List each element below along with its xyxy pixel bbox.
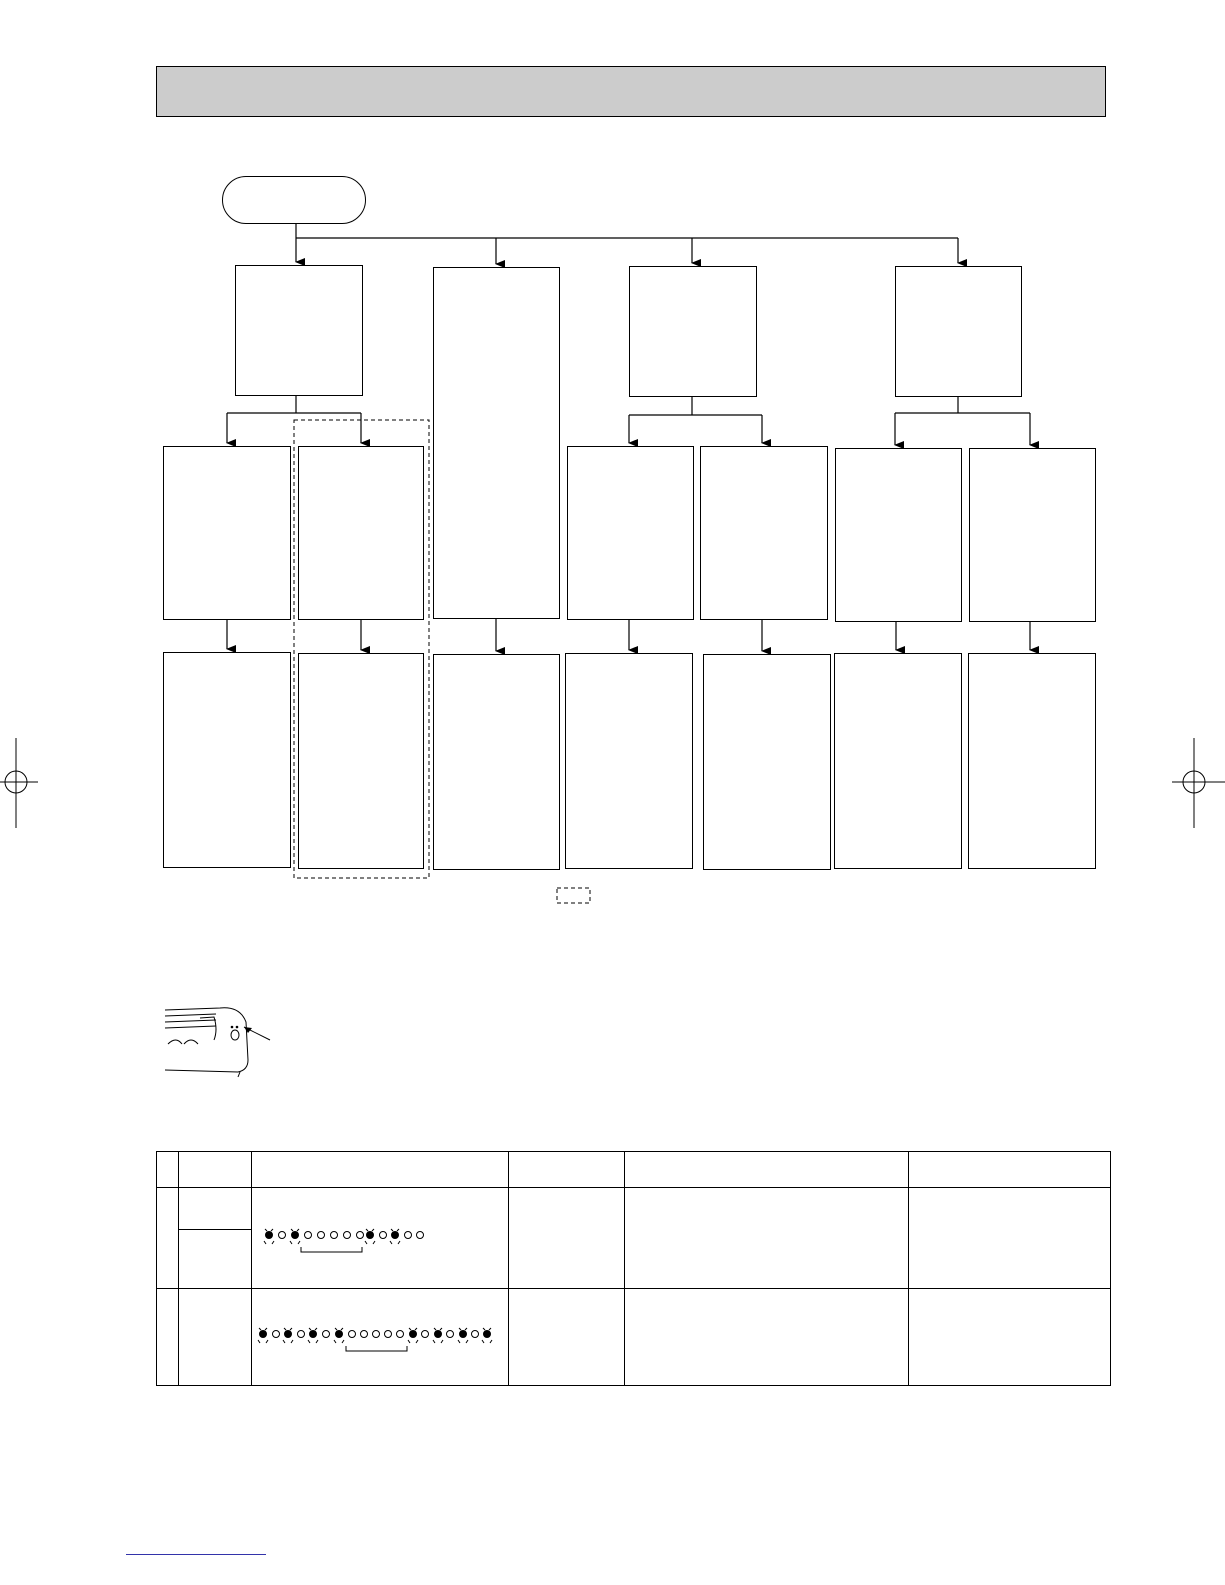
blink-off-dot xyxy=(385,1331,392,1338)
blink-on-dot xyxy=(292,1232,299,1239)
blink-on-dot xyxy=(336,1331,343,1338)
blink-off-dot xyxy=(298,1331,305,1338)
table-row xyxy=(157,1188,1111,1230)
table-header-cell xyxy=(625,1152,909,1188)
blink-on-dot xyxy=(310,1331,317,1338)
blink-off-dot xyxy=(318,1232,325,1239)
blink-on-dot xyxy=(266,1232,273,1239)
table-header-row xyxy=(157,1152,1111,1188)
row-cell xyxy=(625,1188,909,1289)
blink-off-dot xyxy=(344,1232,351,1239)
row-sub-cell xyxy=(179,1188,252,1230)
blink-off-dot xyxy=(323,1331,330,1338)
blink-off-dot xyxy=(417,1232,424,1239)
row-sub-cell xyxy=(179,1230,252,1289)
registration-mark-left xyxy=(0,738,38,828)
legend-dashed-sample xyxy=(557,888,590,903)
blink-off-dot xyxy=(472,1331,479,1338)
blink-on-dot xyxy=(460,1331,467,1338)
registration-mark-right xyxy=(1172,738,1225,828)
blink-on-dot xyxy=(367,1232,374,1239)
blink-off-dot xyxy=(397,1331,404,1338)
blink-off-dot xyxy=(331,1232,338,1239)
row-cell xyxy=(625,1289,909,1386)
blink-off-dot xyxy=(279,1232,286,1239)
crop-marker-line xyxy=(126,1554,266,1555)
blink-pattern-row-2 xyxy=(252,1289,509,1386)
blink-on-dot xyxy=(392,1232,399,1239)
blink-on-dot xyxy=(410,1331,417,1338)
blink-on-dot xyxy=(285,1331,292,1338)
table-row xyxy=(157,1289,1111,1386)
blink-off-dot xyxy=(422,1331,429,1338)
interval-bracket xyxy=(346,1346,407,1351)
indicator-code-table xyxy=(156,1151,1111,1386)
row-cell xyxy=(509,1289,625,1386)
blink-off-dot xyxy=(349,1331,356,1338)
row-sub-cell xyxy=(179,1289,252,1386)
row-cell xyxy=(909,1289,1111,1386)
blink-pattern-cell xyxy=(252,1188,509,1289)
blink-off-dot xyxy=(361,1331,368,1338)
blink-off-dot xyxy=(305,1232,312,1239)
blink-off-dot xyxy=(380,1232,387,1239)
table-header-cell xyxy=(157,1152,179,1188)
blink-off-dot xyxy=(273,1331,280,1338)
blink-pattern-row-1 xyxy=(252,1188,509,1289)
blink-off-dot xyxy=(357,1232,364,1239)
blink-pattern-cell xyxy=(252,1289,509,1386)
table-header-cell xyxy=(179,1152,252,1188)
blink-off-dot xyxy=(373,1331,380,1338)
interval-bracket xyxy=(301,1247,362,1252)
blink-off-dot xyxy=(447,1331,454,1338)
row-number-cell xyxy=(157,1188,179,1289)
blink-on-dot xyxy=(435,1331,442,1338)
table-header-cell xyxy=(909,1152,1111,1188)
row-cell xyxy=(909,1188,1111,1289)
row-cell xyxy=(509,1188,625,1289)
blink-on-dot xyxy=(260,1331,267,1338)
row-number-cell xyxy=(157,1289,179,1386)
blink-on-dot xyxy=(484,1331,491,1338)
table-header-cell xyxy=(509,1152,625,1188)
indoor-unit-sketch xyxy=(165,1008,270,1077)
blink-off-dot xyxy=(405,1232,412,1239)
table-header-cell xyxy=(252,1152,509,1188)
